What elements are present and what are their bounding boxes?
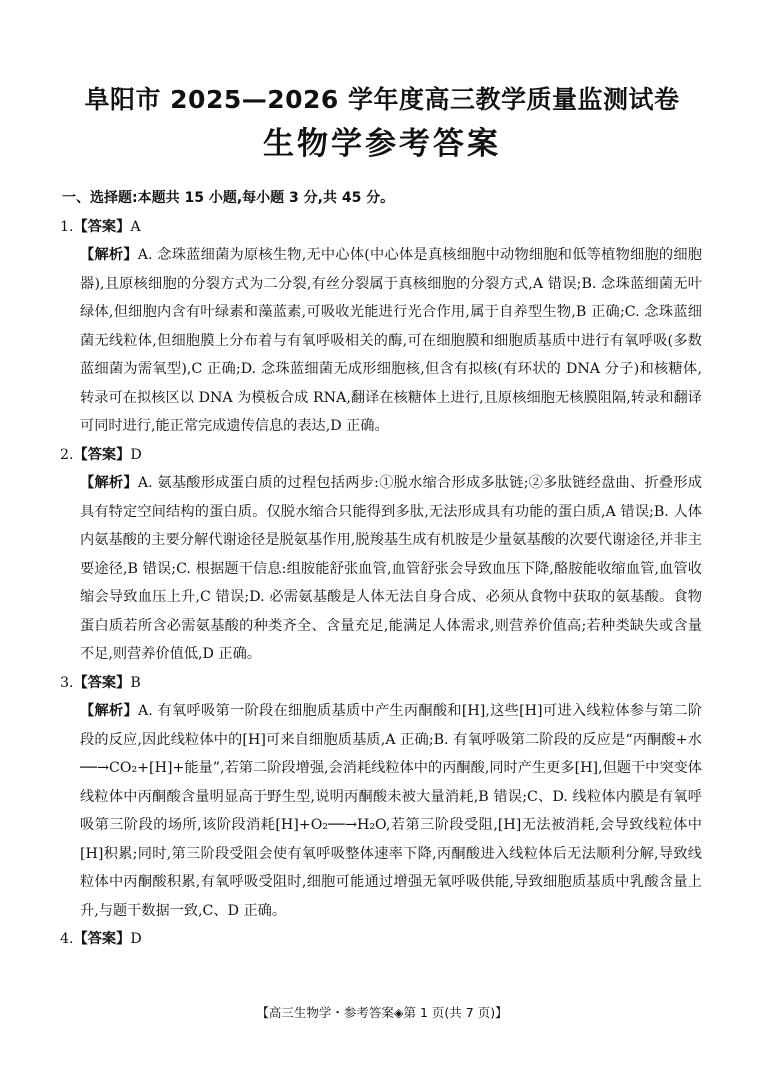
question-number: 4.	[60, 931, 74, 947]
answer-value: D	[130, 446, 142, 463]
analysis-label: 【解析】	[80, 703, 138, 719]
question-2-analysis	[62, 469, 702, 669]
analysis-text: A. 氨基酸形成蛋白质的过程包括两步:①脱水缩合形成多肽链;②多肽链经盘曲、折叠形成具有特定空间结构的蛋白质。仅脱水缩合只能得到多肽,无法形成具有功能的蛋白质,A 错误;B. 人体内氨基酸的主要分解代谢途径是脱氨基作用,脱羧基生成有机胺是少量氨基酸的次要代谢途径,并非主要途径,B 错误;C. 根据题干信息:组胺能舒张血管,血管舒张会导致血压下降,酪胺能收缩血管,血管收缩会导致血压上升,C 错误;D. 必需氨基酸是人体无法自身合成、必须从食物中获取的氨基酸。食物蛋白质若所含必需氨基酸的种类齐全、含量充足,能满足人体需求,则营养价值高;若种类缺失或含量不足,则营养价值低,D 正确。	[80, 475, 702, 662]
answer-label: 【答案】	[73, 931, 131, 947]
answer-value: B	[130, 674, 141, 691]
analysis-label: 【解析】	[80, 247, 138, 263]
analysis-text: A. 念珠蓝细菌为原核生物,无中心体(中心体是真核细胞中动物细胞和低等植物细胞的细胞器),且原核细胞的分裂方式为二分裂,有丝分裂属于真核细胞的分裂方式,A 错误;B. 念珠蓝细菌无叶绿体,但细胞内含有叶绿素和藻蓝素,可吸收光能进行光合作用,属于自养型生物,B 正确;C. 念珠蓝细菌无线粒体,但细胞膜上分布着与有氧呼吸相关的酶,可在细胞膜和细胞质基质中进行有氧呼吸(多数蓝细菌为需氧型),C 正确;D. 念珠蓝细菌无成形细胞核,但含有拟核(有环状的 DNA 分子)和核糖体,转录可在拟核区以 DNA 为模板合成 RNA,翻译在核糖体上进行,且原核细胞无核膜阻隔,转录和翻译可同时进行,能正常完成遗传信息的表达,D 正确。	[80, 247, 702, 434]
answer-content	[62, 184, 702, 954]
analysis-text: A. 有氧呼吸第一阶段在细胞质基质中产生丙酮酸和[H],这些[H]可进入线粒体参与第二阶段的反应,因此线粒体中的[H]可来自细胞质基质,A 正确;B. 有氧呼吸第二阶段的反应是“丙酮酸+水──→CO₂+[H]+能量”,若第二阶段增强,会消耗线粒体中的丙酮酸,同时产生更多[H],但题干中突变体线粒体中丙酮酸含量明显高于野生型,说明丙酮酸未被大量消耗,B 错误;C、D. 线粒体内膜是有氧呼吸第三阶段的场所,该阶段消耗[H]+O₂──→H₂O,若第三阶段受阻,[H]无法被消耗,会导致线粒体中[H]积累;同时,第三阶段受阻会使有氧呼吸整体速率下降,丙酮酸进入线粒体后无法顺利分解,导致线粒体中丙酮酸积累,有氧呼吸受阻时,细胞可能通过增强无氧呼吸供能,导致细胞质基质中乳酸含量上升,与题干数据一致,C、D 正确。	[80, 703, 702, 919]
answer-label: 【答案】	[73, 446, 131, 463]
question-2-answer	[60, 441, 702, 470]
answer-label: 【答案】	[73, 674, 131, 691]
question-3-answer	[60, 669, 702, 698]
question-3-analysis	[62, 697, 702, 925]
question-1-analysis	[62, 241, 702, 441]
answer-value: D	[130, 931, 142, 947]
page-footer: 【高三生物学・参考答案◈第 1 页(共 7 页)】	[256, 1005, 508, 1020]
analysis-label: 【解析】	[80, 475, 138, 491]
answer-key-title: 生物学参考答案	[263, 126, 501, 162]
answer-label: 【答案】	[73, 218, 131, 235]
question-number: 2.	[60, 446, 74, 463]
answer-value: A	[130, 218, 141, 235]
section-heading: 一、选择题:本题共 15 小题,每小题 3 分,共 45 分。	[62, 190, 395, 206]
exam-title: 阜阳市 2025—2026 学年度高三教学质量监测试卷	[84, 85, 680, 114]
question-number: 3.	[60, 674, 74, 691]
question-number: 1.	[60, 218, 74, 235]
question-1-answer	[60, 213, 702, 242]
question-4-answer	[60, 925, 702, 954]
